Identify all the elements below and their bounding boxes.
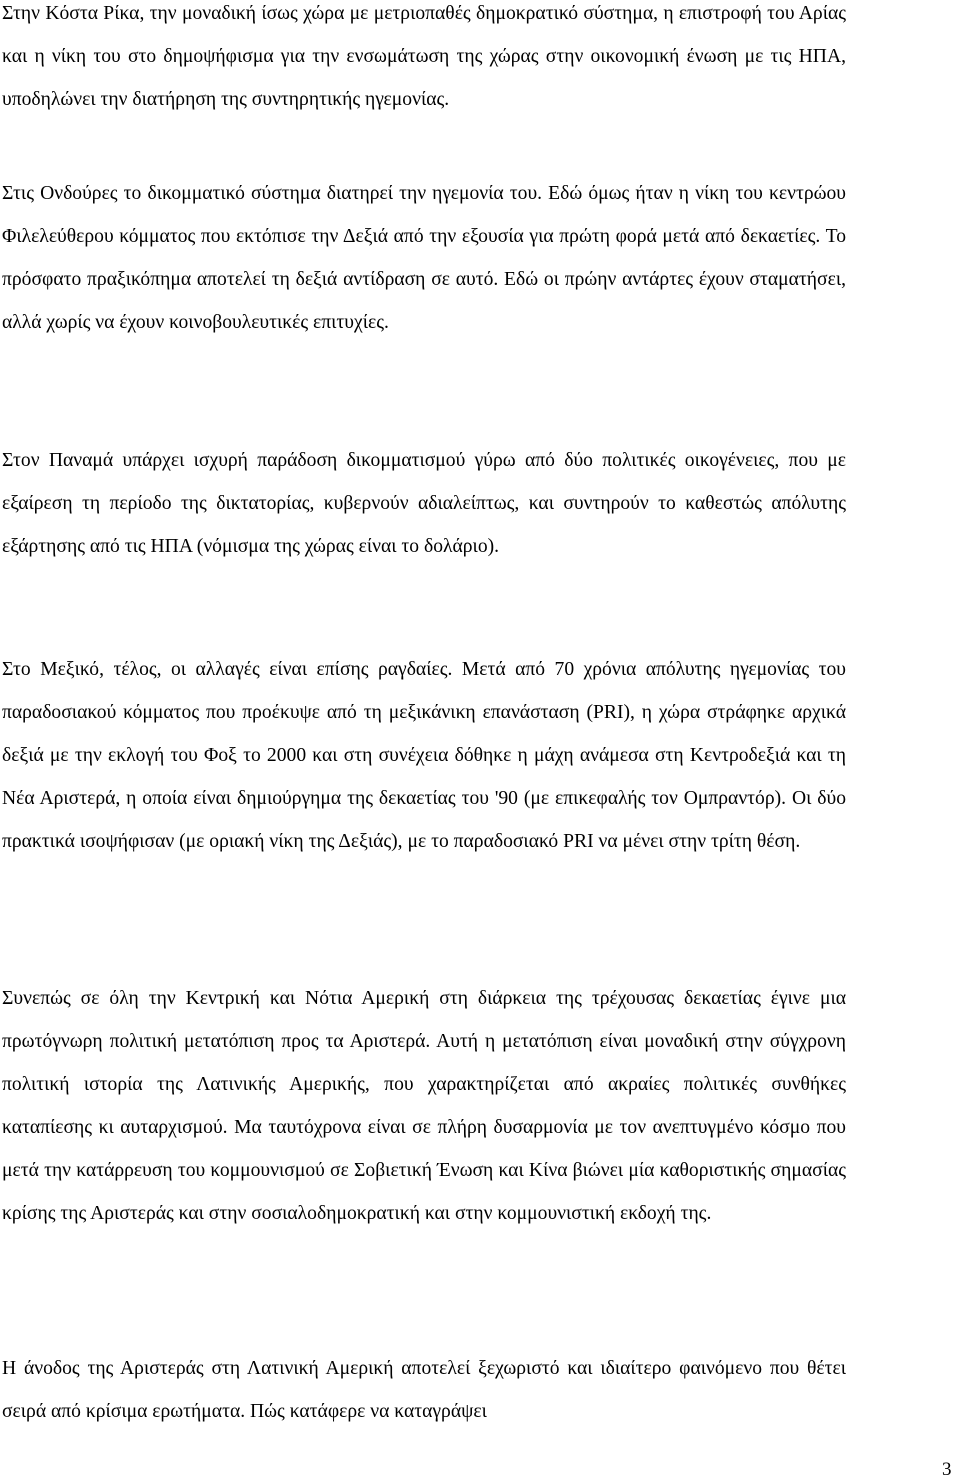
paragraph-mexico: Στο Μεξικό, τέλος, οι αλλαγές είναι επίσης ραγδαίες. Μετά από 70 χρόνια απόλυτης ηγεμονίας του παραδοσιακού κόμματος που προέκυψε από τη μεξικάνικη επανάσταση (PRI), η χώρα στράφηκε αρχικά δεξιά με την εκλογή του Φοξ το 2000 και στη συνέχεια δόθηκε η μάχη ανάμεσα στη Κεντροδεξιά και τη Νέα Αριστερά, η οποία είναι δημιούργημα της δεκαετίας του '90 (με επικεφαλής τον Ομπραντόρ). Οι δύο πρακτικά ισοψήφισαν (με οριακή νίκη της Δεξιάς), με το παραδοσιακό PRI να μένει στην τρίτη θέση.: [2, 659, 846, 852]
paragraph-panama: Στον Παναμά υπάρχει ισχυρή παράδοση δικομματισμού γύρω από δύο πολιτικές οικογένειες, που με εξαίρεση τη περίοδο της δικτατορίας, κυβερνούν αδιαλείπτως, και συντηρούν το καθεστώς απόλυτης εξάρτησης από τις ΗΠΑ (νόμισμα της χώρας είναι το δολάριο).: [2, 450, 846, 557]
page-number: 3: [942, 1459, 952, 1480]
paragraph-rise-of-left: Η άνοδος της Αριστεράς στη Λατινική Αμερική αποτελεί ξεχωριστό και ιδιαίτερο φαινόμενο που θέτει σειρά από κρίσιμα ερωτήματα. Πώς κατάφερε να καταγράψει: [2, 1358, 846, 1422]
paragraph-costa-rica: Στην Κόστα Ρίκα, την μοναδική ίσως χώρα με μετριοπαθές δημοκρατικό σύστημα, η επιστροφή του Αρίας και η νίκη του στο δημοψήφισμα για την ενσωμάτωση της χώρας στην οικονομική ένωση με τις ΗΠΑ, υποδηλώνει την διατήρηση της συντηρητικής ηγεμονίας.: [2, 3, 846, 110]
paragraph-honduras: Στις Ονδούρες το δικομματικό σύστημα διατηρεί την ηγεμονία του. Εδώ όμως ήταν η νίκη του κεντρώου Φιλελεύθερου κόμματος που εκτόπισε την Δεξιά από την εξουσία για πρώτη φορά μετά από δεκαετίες. Το πρόσφατο πραξικόπημα αποτελεί τη δεξιά αντίδραση σε αυτό. Εδώ οι πρώην αντάρτες έχουν σταματήσει, αλλά χωρίς να έχουν κοινοβουλευτικές επιτυχίες.: [2, 183, 846, 333]
paragraph-conclusion: Συνεπώς σε όλη την Κεντρική και Νότια Αμερική στη διάρκεια της τρέχουσας δεκαετίας έγινε μια πρωτόγνωρη πολιτική μετατόπιση προς τα Αριστερά. Αυτή η μετατόπιση είναι μοναδική στην σύγχρονη πολιτική ιστορία της Λατινικής Αμερικής, που χαρακτηρίζεται από ακραίες πολιτικές συνθήκες καταπίεσης κι αυταρχισμού. Μα ταυτόχρονα είναι σε πλήρη δυσαρμονία με τον ανεπτυγμένο κόσμο που μετά την κατάρρευση του κομμουνισμού σε Σοβιετική Ένωση και Κίνα βιώνει μία καθοριστικής σημασίας κρίσης της Αριστεράς και στην σοσιαλοδημοκρατική και στην κομμουνιστική εκδοχή της.: [2, 988, 846, 1224]
